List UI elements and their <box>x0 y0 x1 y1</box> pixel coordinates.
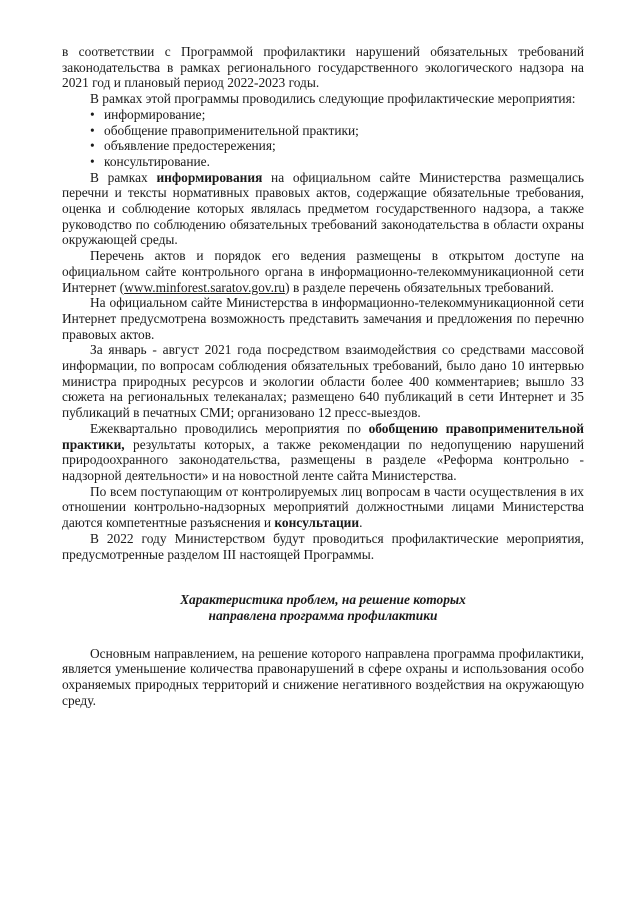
measures-list <box>62 107 584 170</box>
list-item: • консультирование. <box>90 154 584 170</box>
list-item: • объявление предостережения; <box>90 138 584 154</box>
spacer <box>62 624 584 646</box>
paragraph-main-direction: Основным направлением, на решение которого направлена программа профилактики, является уменьшение количества правонарушений в сфере охраны и использования особо охраняемых природных территорий и снижение негативного воздействия на окружающую среду. <box>62 645 584 708</box>
text-rest: . <box>359 515 363 531</box>
paragraph-practice-generalization <box>62 421 584 484</box>
paragraph-media-stats: За январь - август 2021 года посредством взаимодействия со средствами массовой информации, по вопросам соблюдения обязательных требований, было дано 10 интервью министра природных ресурсов и экологии области более 400 комментариев; вышло 33 сюжета на региональных телеканалах; размещено 640 публикаций в сети Интернет и 35 публикаций в печатных СМИ; организовано 12 пресс-выездов. <box>62 342 584 421</box>
text-lead: По всем поступающим от контролируемых лиц вопросам в части осуществления в их отношении контрольно-надзорных мероприятий должностными лицами Министерства даются компетентные разъяснения и <box>62 483 584 531</box>
website-link[interactable]: www.minforest.saratov.gov.ru <box>124 279 286 295</box>
paragraph-feedback: На официальном сайте Министерства в информационно-телекоммуникационной сети Интернет предусмотрена возможность представить замечания и предложения по перечню правовых актов. <box>62 295 584 342</box>
list-item: • информирование; <box>90 107 584 123</box>
section-heading-line-1: Характеристика проблем, на решение которых <box>180 592 466 608</box>
paragraph-program-reference: в соответствии с Программой профилактики нарушений обязательных требований законодательства в рамках регионального государственного экологического надзора на 2021 год и плановый период 2022-2023 годы. <box>62 44 584 91</box>
bold-term-generalization: обобщению правоприменительной практики, <box>62 420 585 452</box>
bold-term-consultations: консультации <box>274 515 360 531</box>
paragraph-consultations <box>62 484 584 531</box>
text-lead: Перечень актов и порядок его ведения размещены в открытом доступе на официальном сайте контрольного органа в информационно-телекоммуникационной сети Интернет ( <box>62 248 584 295</box>
spacer <box>62 562 584 592</box>
paragraph-measures-intro: В рамках этой программы проводились следующие профилактические мероприятия: <box>90 91 576 107</box>
text-rest: ) в разделе перечень обязательных требований. <box>285 279 554 295</box>
text-rest: результаты которых, а также рекомендации по недопущению нарушений природоохранного законодательства, размещены в разделе «Реформа контрольно - надзорной деятельности» и на новостной ленте сайта Министерства. <box>62 436 584 483</box>
paragraph-2022-plans: В 2022 году Министерством будут проводиться профилактические мероприятия, предусмотренные разделом III настоящей Программы. <box>62 530 584 562</box>
text-lead: Ежеквартально проводились мероприятия по <box>90 420 369 436</box>
text-lead: В рамках <box>90 169 157 185</box>
paragraph-informing <box>62 170 584 249</box>
bold-term-informing: информирования <box>156 169 263 185</box>
text-rest: на официальном сайте Министерства размещались перечни и тексты нормативных правовых актов, содержащие обязательные требования, оценка и соблюдение которых являлась предметом государственного надзора, а также руководство по соблюдению обязательных требований законодательства в области охраны окружающей среды. <box>62 169 585 248</box>
list-item: • обобщение правоприменительной практики; <box>90 123 584 139</box>
section-heading-line-2: направлена программа профилактики <box>208 607 438 623</box>
paragraph-acts-list <box>62 248 584 295</box>
